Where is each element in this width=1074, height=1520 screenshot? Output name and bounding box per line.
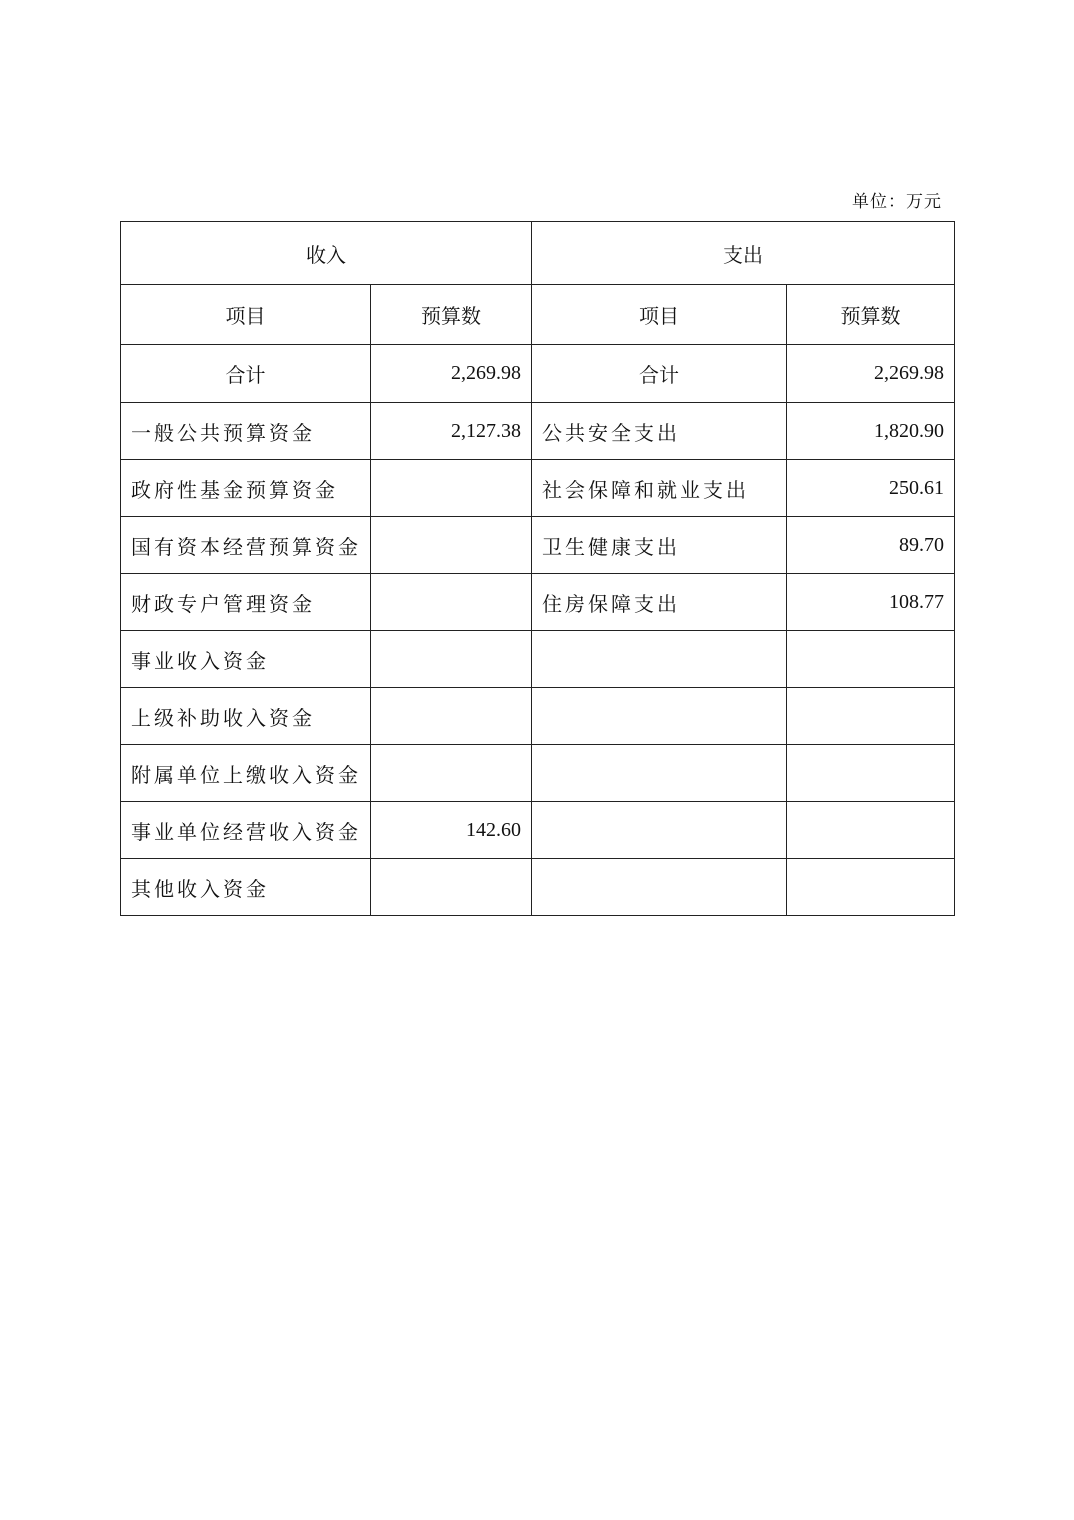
expense-value xyxy=(787,745,955,802)
expense-value: 250.61 xyxy=(787,460,955,517)
budget-table xyxy=(120,221,955,916)
table-row xyxy=(121,859,955,916)
income-item: 事业收入资金 xyxy=(121,631,371,688)
table-row xyxy=(121,517,955,574)
income-item: 财政专户管理资金 xyxy=(121,574,371,631)
income-item: 附属单位上缴收入资金 xyxy=(121,745,371,802)
income-budget-header: 预算数 xyxy=(371,285,532,345)
table-row xyxy=(121,574,955,631)
unit-label: 单位：万元 xyxy=(852,192,942,212)
table-row xyxy=(121,802,955,859)
expense-value xyxy=(787,688,955,745)
table-row xyxy=(121,403,955,460)
expense-item: 社会保障和就业支出 xyxy=(532,460,787,517)
total-row xyxy=(121,345,955,403)
income-value xyxy=(371,460,532,517)
expense-item xyxy=(532,859,787,916)
income-value xyxy=(371,859,532,916)
income-value xyxy=(371,631,532,688)
expense-item xyxy=(532,688,787,745)
expense-item: 卫生健康支出 xyxy=(532,517,787,574)
income-value xyxy=(371,574,532,631)
income-total-label: 合计 xyxy=(121,345,371,403)
expense-item: 住房保障支出 xyxy=(532,574,787,631)
table-row xyxy=(121,688,955,745)
expense-value: 108.77 xyxy=(787,574,955,631)
expense-total-label: 合计 xyxy=(532,345,787,403)
income-item: 一般公共预算资金 xyxy=(121,403,371,460)
expense-item: 公共安全支出 xyxy=(532,403,787,460)
income-value xyxy=(371,745,532,802)
income-value: 142.60 xyxy=(371,802,532,859)
table-row xyxy=(121,631,955,688)
expense-value xyxy=(787,631,955,688)
income-item: 其他收入资金 xyxy=(121,859,371,916)
header-row-columns xyxy=(121,285,955,345)
income-item-header: 项目 xyxy=(121,285,371,345)
expense-value: 89.70 xyxy=(787,517,955,574)
income-item: 政府性基金预算资金 xyxy=(121,460,371,517)
table-row xyxy=(121,460,955,517)
income-total-value: 2,269.98 xyxy=(371,345,532,403)
income-value: 2,127.38 xyxy=(371,403,532,460)
income-value xyxy=(371,688,532,745)
income-section-header: 收入 xyxy=(121,222,532,285)
income-item: 国有资本经营预算资金 xyxy=(121,517,371,574)
expense-value: 1,820.90 xyxy=(787,403,955,460)
expense-total-value: 2,269.98 xyxy=(787,345,955,403)
expense-section-header: 支出 xyxy=(532,222,955,285)
income-value xyxy=(371,517,532,574)
table-row xyxy=(121,745,955,802)
expense-item xyxy=(532,745,787,802)
expense-item xyxy=(532,631,787,688)
expense-value xyxy=(787,802,955,859)
income-item: 事业单位经营收入资金 xyxy=(121,802,371,859)
expense-budget-header: 预算数 xyxy=(787,285,955,345)
expense-item xyxy=(532,802,787,859)
header-row-sections xyxy=(121,222,955,285)
expense-item-header: 项目 xyxy=(532,285,787,345)
expense-value xyxy=(787,859,955,916)
income-item: 上级补助收入资金 xyxy=(121,688,371,745)
